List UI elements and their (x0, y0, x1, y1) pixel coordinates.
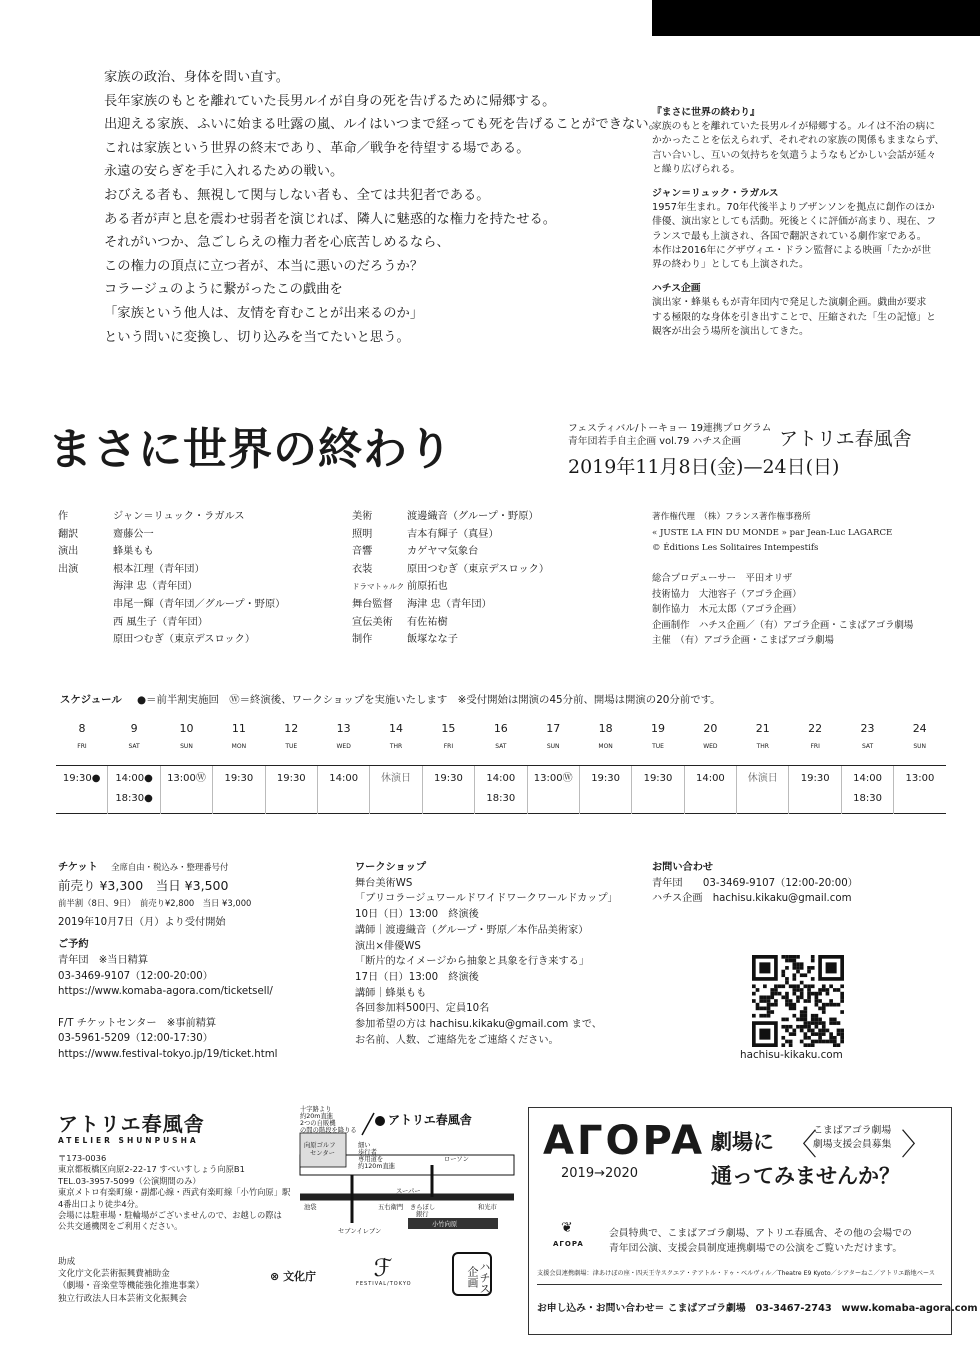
text-line: 青年団 ※当日精算 (58, 954, 149, 966)
map-label: 細い (358, 1142, 371, 1149)
schedule-day: 14 (389, 722, 404, 735)
schedule-weekday: SUN (160, 739, 212, 766)
reserve-lines (58, 953, 277, 1063)
map-label: センター (310, 1150, 335, 1157)
text-line: 文化庁文化芸術振興費補助金 (58, 1269, 170, 1280)
schedule-weekday: THR (737, 739, 789, 766)
intro-line: それがいつか、急ごしらえの権力者を心底苦しめるなら、 (104, 235, 450, 251)
map-venue-dot (375, 1116, 385, 1126)
schedule-day: 17 (546, 722, 561, 735)
schedule-label: スケジュール (60, 694, 122, 706)
text-line: 青年団公演、支援会員制度連携劇場での公演をご覧いただけます。 (609, 1243, 903, 1254)
schedule-cell (160, 766, 212, 814)
text-line: https://www.festival-tokyo.jp/19/ticket.html (58, 1049, 278, 1061)
text-line: 言い合いし、互いの気持ちを気遣うようなもどかしい会話が延々 (652, 149, 937, 161)
festival-tokyo-label: FESTIVAL/TOKYO (356, 1281, 412, 1287)
ticket-price: 前売り ¥3,300 当日 ¥3,500 (58, 877, 229, 893)
text-line: 俳優、演出家としても活動。死後とくに評価が高まり、現在、フ (652, 216, 937, 228)
text-line: 企画制作 ハチス企画／（有）アゴラ企画・こまばアゴラ劇場 (652, 619, 914, 631)
intro-line: これは家族という世界の終末であり、革命／戦争を待望する場である。 (104, 140, 530, 156)
map-label: セブンイレブン (338, 1228, 382, 1235)
text-line: 界の終わり」としても上演された。 (652, 259, 809, 271)
credit-row (58, 526, 285, 544)
map-label: の間の階段を降りる (300, 1127, 357, 1134)
agora-years: 2019→2020 (561, 1166, 639, 1181)
schedule-day: 11 (231, 722, 246, 735)
credit-name: 原田つむぎ（東京デスロック） (113, 634, 256, 646)
schedule-cell (894, 766, 946, 814)
credit-row (58, 561, 285, 579)
schedule-performance: 18:30 (853, 793, 882, 804)
side-body-author (652, 201, 952, 272)
festival-tokyo-logo (356, 1255, 410, 1287)
map-label: 歩行者 (358, 1149, 377, 1156)
text-line: （劇場・音楽堂等機能強化推進事業） (58, 1281, 205, 1292)
text-line: 東京メトロ有楽町線・副都心線・西武有楽町線「小竹向原」駅 (58, 1187, 291, 1198)
schedule-cell (841, 766, 893, 814)
text-line: 4番出口より徒歩4分。 (58, 1198, 144, 1209)
bracket-left-icon: 〈 (787, 1128, 817, 1163)
schedule-performance: 19:30 (276, 773, 306, 784)
schedule-day: 10 (179, 722, 194, 735)
text-line: 17日（日）13:00 終演後 (355, 971, 479, 983)
schedule-performance: 19:30 (800, 773, 830, 784)
schedule-cell (475, 766, 527, 814)
text-line: 東京都板橋区向原2-22-17 すぺいすしょう向原B1 (58, 1164, 245, 1175)
text-line: 10日（日）13:00 終演後 (355, 909, 479, 921)
schedule-weekday: TUE (632, 739, 684, 766)
credit-name: 齋藤公一 (113, 528, 154, 540)
schedule-performance: 19:30 (224, 773, 254, 784)
credit-name: 西 風生子（青年団） (113, 616, 208, 628)
map-label: 2つの自販機 (300, 1120, 336, 1127)
reserve-title: ご予約 (58, 939, 89, 951)
workshop-title: ワークショップ (355, 862, 427, 873)
schedule-weekday: SUN (527, 739, 579, 766)
credit-name: 有佐祐樹 (407, 616, 448, 628)
intro-line: この権力の頂点に立つ者が、本当に悪いのだろうか？ (104, 258, 424, 274)
qr-code-icon[interactable] (752, 955, 844, 1047)
leaf-icon: ❦ (561, 1220, 573, 1236)
agora-small-logo: AГOPA (553, 1240, 584, 1248)
credit-row (58, 631, 285, 649)
credit-role: 舞台監督 (352, 598, 393, 610)
schedule-cell (317, 766, 369, 814)
credit-row (58, 508, 285, 526)
credit-row (58, 578, 285, 596)
text-line: 「ブリコラージュワールドワイドワークワールドカップ」 (355, 893, 618, 905)
credit-role: 宣伝美術 (352, 616, 393, 628)
text-line: © Éditions Les Solitaires Intempestifs (652, 543, 819, 553)
schedule-day: 8 (78, 722, 86, 735)
schedule-performance: 13:00Ⓦ (533, 773, 573, 784)
schedule-weekday: SAT (475, 739, 527, 766)
schedule-cell (579, 766, 631, 814)
side-body-company (652, 296, 952, 339)
atelier-logo-sub: ATELIER SHUNPUSHA (58, 1136, 199, 1145)
schedule-performance: 13:00Ⓦ (167, 773, 206, 784)
text-line: 総合プロデューサー 平田オリザ (652, 573, 793, 584)
schedule-day: 16 (493, 722, 508, 735)
side-title-play: 『まさに世界の終わり』 (652, 107, 760, 118)
credit-name: 飯塚なな子 (407, 634, 458, 646)
schedule-performance: 18:30● (115, 793, 153, 804)
schedule-cell (56, 766, 108, 814)
credit-role: 衣装 (352, 563, 373, 575)
agora-headline-1: 劇場に (711, 1130, 774, 1154)
intro-line: という問いに変換し、切り込みを当てたいと思う。 (104, 329, 410, 345)
workshop-info (355, 860, 618, 1048)
credit-role: 制作 (352, 634, 373, 646)
text-line: 演出家・蜂巣ももが青年団内で発足した演劇企画。戯曲が要求 (652, 297, 927, 309)
credit-role: 音響 (352, 546, 373, 558)
credit-name: ジャン＝リュック・ラガルス (113, 511, 245, 522)
schedule-day: 24 (912, 722, 927, 735)
text-line: 家族のもとを離れていた長男ルイが帰郷する。ルイは不治の病に (652, 121, 936, 133)
agora-partners: 支援会員連携劇場：津あけぼの座・四天王寺スクエア・テアトル・ドゥ・ベルヴィル／Theatre E9 Kyoto／シアターねこ／アトリエ路地ベース (537, 1270, 935, 1277)
schedule-weekday: WED (684, 739, 736, 766)
agora-ad (528, 1107, 978, 1335)
intro-line: おびえる者も、無視して関与しない者も、全ては共犯者である。 (104, 187, 490, 203)
schedule-cell (265, 766, 317, 814)
program-meta-line-2: 青年団若手自主企画 vol.79 ハチス企画 (568, 436, 742, 447)
contact-title: お問い合わせ (652, 862, 714, 873)
credits-left (58, 508, 285, 649)
map-label: 約20m直進 (300, 1113, 334, 1120)
schedule-day: 22 (808, 722, 823, 735)
text-line: ハチス企画 hachisu.kikaku@gmail.com (652, 893, 852, 905)
agora-logo: AГOPA (543, 1118, 706, 1164)
text-line: する極限的な身体を引き出すことで、圧縮された「生の記憶」と (652, 311, 936, 323)
map-label: 専用道を (358, 1156, 384, 1163)
text-line: 講師｜蜂巣もも (355, 987, 427, 999)
schedule-performance: 14:00● (115, 773, 153, 784)
agora-bracket-line-1: こまばアゴラ劇場 (813, 1125, 892, 1136)
schedule-performance: 19:30● (62, 773, 101, 784)
credit-name: 前原拓也 (407, 581, 448, 593)
credit-row (352, 614, 549, 632)
credit-role: ドラマトゥルク (352, 582, 405, 592)
schedule-day: 23 (860, 722, 875, 735)
schedule-day: 18 (598, 722, 613, 735)
map-label: 十字路より (300, 1106, 332, 1113)
credit-row (58, 543, 285, 561)
credit-role: 演出 (58, 546, 79, 558)
atelier-address (58, 1153, 290, 1233)
atelier-logo: アトリエ春風舎 (58, 1112, 205, 1136)
map-label: 和光市 (478, 1204, 497, 1211)
map-label: ローソン (444, 1156, 469, 1163)
bunkacho-logo (270, 1268, 316, 1284)
credit-name: 原田つむぎ（東京デスロック） (407, 563, 550, 575)
credits-right-bottom (652, 571, 913, 649)
credit-role: 美術 (352, 511, 373, 522)
schedule-day: 19 (650, 722, 665, 735)
schedule-weekday: WED (317, 739, 369, 766)
text-line: 助成 (58, 1257, 76, 1267)
contact-url[interactable]: hachisu-kikaku.com (740, 1049, 843, 1061)
text-line (58, 1000, 277, 1016)
schedule-weekday: SAT (108, 739, 160, 766)
credit-name: 海津 忠（青年団） (407, 598, 492, 610)
contact-lines (652, 876, 858, 907)
text-line: 会場には駐車場・駐輪場がございませんので、お越しの際は (58, 1210, 282, 1221)
schedule-note: ●＝前半割実施回 Ⓦ＝終演後、ワークショップを実施いたします ※受付開始は開演の45分前、開場は開演の20分前です。 (137, 694, 721, 706)
text-line: 〒173-0036 (58, 1153, 107, 1163)
credit-row (352, 526, 549, 544)
text-line: 1957年生まれ。70年代後半よりブザンソンを拠点に創作のほか (652, 202, 935, 214)
schedule-weekday: MON (213, 739, 265, 766)
text-line: かかったことを伝えられず、それぞれの家族の関係もままならず、 (652, 135, 945, 147)
credit-row (352, 508, 549, 526)
intro-line: 長年家族のもとを離れていた長男ルイが自身の死を告げるために帰郷する。 (104, 93, 556, 109)
play-title: まさに世界の終わり (48, 424, 453, 475)
text-line: 03-3469-9107（12:00-20:00） (58, 970, 213, 982)
map-label: 池袋 (304, 1204, 317, 1211)
schedule-day-row (56, 719, 946, 739)
intro-line: 永遠の安らぎを手に入れるための戦い。 (104, 164, 344, 180)
ticket-start: 2019年10月7日（月）より受付開始 (58, 917, 226, 929)
hachisu-logo: ハチス企画 (452, 1252, 492, 1296)
text-line: 独立行政法人日本芸術文化振興会 (58, 1293, 187, 1304)
schedule-cell (632, 766, 684, 814)
schedule-weekday: FRI (789, 739, 841, 766)
schedule-rest-day: 休演日 (381, 773, 412, 784)
schedule-rest-day: 休演日 (747, 773, 778, 784)
credits-middle (352, 508, 549, 649)
text-line: 「断片的なイメージから抽象と具象を行き来する」 (355, 956, 590, 968)
credit-role: 翻訳 (58, 528, 79, 540)
map-label: 約120m直進 (358, 1163, 396, 1170)
festival-tokyo-mark-icon: ℱ (373, 1254, 393, 1282)
text-line: 主催 （有）アゴラ企画・こまばアゴラ劇場 (652, 635, 834, 646)
map-label: アトリエ春風舎 (388, 1113, 472, 1127)
schedule-performance: 14:00 (329, 773, 359, 784)
credit-name: 渡邊織音（グループ・野原） (407, 511, 539, 522)
schedule-cell (422, 766, 474, 814)
text-line: 舞台美術WS (355, 877, 413, 889)
intro-line: コラージュのように繋がったこの戯曲を (104, 282, 343, 298)
agora-body (609, 1226, 912, 1256)
credit-name: 串尾一輝（青年団／グループ・野原） (113, 598, 286, 610)
text-line: 青年団 03-3469-9107（12:00-20:00） (652, 877, 858, 889)
credit-name: 吉本有輝子（真昼） (407, 528, 499, 540)
schedule-performance: 14:00 (695, 773, 725, 784)
text-line: F/T チケットセンター ※事前精算 (58, 1017, 217, 1029)
schedule-day: 20 (703, 722, 718, 735)
text-line: 観客が出会う場所を演出してきた。 (652, 325, 809, 337)
agora-bracket-line-2: 劇場支援会員募集 (813, 1139, 892, 1150)
agora-headline-2: 通ってみませんか？ (711, 1164, 900, 1188)
credit-row (352, 561, 549, 579)
text-line: 技術協力 大池容子（アゴラ企画） (652, 588, 802, 600)
credit-name: 海津 忠（青年団） (113, 581, 198, 593)
text-line: 制作協力 木元太郎（アゴラ企画） (652, 604, 802, 615)
bracket-right-icon: 〉 (901, 1128, 931, 1163)
program-meta (568, 422, 771, 448)
intro-line: 家族の政治、身体を問い直す。 (104, 70, 290, 85)
schedule-performance: 14:00 (853, 773, 882, 784)
schedule-day: 15 (441, 722, 456, 735)
side-title-company: ハチス企画 (652, 283, 701, 295)
schedule-table (56, 719, 946, 814)
schedule-cell (684, 766, 736, 814)
schedule-day: 13 (336, 722, 351, 735)
text-line: 会員特典で、こまばアゴラ劇場、アトリエ春風舎、その他の会場での (609, 1228, 912, 1239)
credit-row (352, 543, 549, 561)
text-line: 講師｜渡邊織音（グループ・野原／本作品美術家） (355, 924, 589, 936)
agora-footer: お申し込み・お問い合わせ＝ こまばアゴラ劇場 03-3467-2743 www.komaba-agora.com (537, 1303, 978, 1314)
credit-name: 蜂巣もも (113, 546, 154, 558)
grant-info (58, 1256, 204, 1305)
schedule-performance: 14:00 (486, 773, 516, 784)
ticket-early-price: 前半割（8日、9日） 前売り¥2,800 当日 ¥3,000 (58, 897, 252, 908)
schedule-performance: 18:30 (486, 793, 516, 804)
schedule-weekday: SAT (841, 739, 893, 766)
intro-line: 出迎える家族、ふいに始まる吐露の嵐、ルイはいつまで経っても死を告げることができない。 (104, 117, 662, 133)
schedule-weekday: FRI (56, 739, 108, 766)
side-body-play (652, 120, 952, 177)
map-label: スーパー (396, 1188, 421, 1195)
credit-name: カゲヤマ気象台 (407, 546, 479, 558)
workshop-lines (355, 876, 618, 1049)
schedule-day: 9 (130, 722, 138, 735)
schedule-weekday-row (56, 739, 946, 766)
schedule-weekday: SUN (894, 739, 946, 766)
ticket-subtitle: 全席自由・税込み・整理番号付 (111, 862, 229, 872)
schedule-cell (737, 766, 789, 814)
credit-role: 作 (58, 511, 69, 522)
text-line: お名前、人数、ご連絡先をご連絡ください。 (355, 1034, 559, 1046)
access-map (292, 1105, 516, 1237)
agora-divider (537, 1284, 942, 1285)
contact-info (652, 860, 858, 907)
bunkacho-icon: ⊗ (270, 1270, 280, 1283)
intro-line: ある者が声と息を震わせ弱者を演じれば、隣人に魅惑的な権力を持たせる。 (104, 211, 557, 227)
text-line: ランスで最も上演され、各国で翻訳されている劇作家である。 (652, 230, 927, 242)
schedule-header (60, 691, 721, 706)
ticket-info (58, 860, 277, 1063)
bunkacho-label: 文化庁 (283, 1270, 317, 1283)
map-label: 五右衛門 (378, 1204, 404, 1211)
intro-text (104, 66, 662, 349)
credit-role: 照明 (352, 528, 373, 540)
text-line: 公共交通機関をご利用ください。 (58, 1221, 183, 1232)
schedule-day: 12 (284, 722, 299, 735)
program-meta-line-1: フェスティバル/トーキョー 19連携プログラム (568, 423, 772, 434)
schedule-performance: 19:30 (643, 773, 673, 784)
side-notes (652, 106, 952, 339)
text-line: 著作権代理 （株）フランス著作権事務所 (652, 512, 811, 522)
schedule-cell (370, 766, 422, 814)
schedule-weekday: TUE (265, 739, 317, 766)
schedule-cell (527, 766, 579, 814)
schedule-performance-row (56, 766, 946, 814)
map-label: 小竹向原 (432, 1221, 458, 1228)
text-line: 03-5961-5209（12:00-17:30） (58, 1033, 213, 1045)
credit-row (58, 614, 285, 632)
schedule-weekday: THR (370, 739, 422, 766)
map-label: きらぼし (410, 1204, 436, 1211)
credit-name: 根本江理（青年団） (113, 563, 205, 575)
text-line: と繰り広げられる。 (652, 163, 741, 175)
text-line: 各回参加料500円、定員10名 (355, 1003, 490, 1015)
schedule-cell (108, 766, 160, 814)
schedule-weekday: FRI (422, 739, 474, 766)
credit-row (58, 596, 285, 614)
schedule-day: 21 (755, 722, 770, 735)
agora-bracket-text (813, 1124, 891, 1152)
ticket-title: チケット (58, 862, 98, 873)
schedule-cell (789, 766, 841, 814)
map-label: 向原ゴルフ (304, 1142, 336, 1149)
text-line: « JUSTE LA FIN DU MONDE » par Jean-Luc LAGARCE (652, 527, 893, 538)
credit-role: 出演 (58, 563, 79, 575)
text-line: https://www.komaba-agora.com/ticketsell/ (58, 986, 273, 998)
venue-name: アトリエ春風舎 (779, 428, 912, 450)
credit-row (352, 578, 549, 596)
schedule-cell (213, 766, 265, 814)
credit-row (352, 631, 549, 649)
credits-right-top (652, 510, 892, 557)
schedule-weekday: MON (579, 739, 631, 766)
text-line: 演出×俳優WS (355, 940, 421, 952)
credit-row (352, 596, 549, 614)
map-label: 銀行 (416, 1211, 429, 1218)
text-line: TEL.03-3957-5099（公演期間のみ） (58, 1175, 201, 1186)
side-title-author: ジャン＝リュック・ラガルス (652, 188, 779, 200)
text-line: 参加希望の方は hachisu.kikaku@gmail.com まで、 (355, 1019, 602, 1031)
schedule-performance: 19:30 (434, 773, 463, 784)
intro-line: 「家族という他人は、友情を育むことが出来るのか」 (104, 305, 424, 321)
schedule-performance: 13:00 (905, 773, 935, 784)
performance-dates: 2019年11月8日(金)—24日(日) (568, 456, 840, 478)
schedule-performance: 19:30 (591, 773, 621, 784)
corner-black-bar (652, 0, 980, 36)
text-line: 本作は2016年にグザヴィエ・ドラン監督による映画「たかが世 (652, 244, 932, 256)
